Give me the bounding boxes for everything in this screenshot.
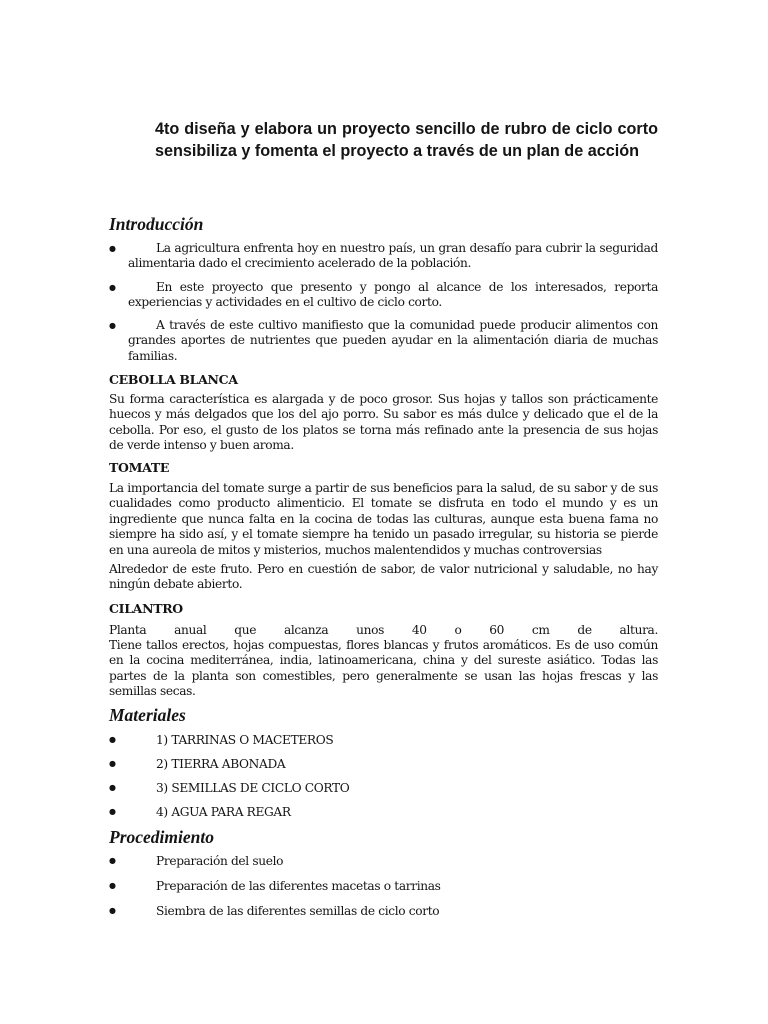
- list-item-procedure-1: [109, 852, 658, 870]
- heading-materiales: Materiales: [109, 705, 186, 725]
- paragraph-tomate-2: Alrededor de este fruto. Pero en cuestión de sabor, de valor nutricional y saludable, no hay ningún debate abierto.: [109, 562, 658, 592]
- bullet-icon: ●: [109, 881, 116, 890]
- paragraph-cebolla: Su forma característica es alargada y de poco grosor. Sus hojas y tallos son prácticamente huecos y más delgados que los del ajo porro. Su sabor es más dulce y delicado que el de la cebolla. Por eso, el gusto de los platos se torna más refinado ante la presencia de sus hojas de verde intenso y buen aroma.: [109, 392, 658, 453]
- material-text: 4) AGUA PARA REGAR: [156, 805, 291, 819]
- heading-procedimiento: Procedimiento: [109, 827, 214, 847]
- bullet-icon: ●: [109, 759, 116, 768]
- procedure-text: Preparación del suelo: [156, 854, 284, 868]
- paragraph-tomate-1: La importancia del tomate surge a partir de sus beneficios para la salud, de su sabor y de sus cualidades como producto alimenticio. El tomate se disfruta en todo el mundo y es un ingrediente que nunca falta en la cocina de todas las culturas, aunque esta buena fama no siempre ha sido así, y el tomate siempre ha tenido un pasado irregular, su historia se pierde en una aureola de mitos y misterios, muchos malentendidos y muchas controversias: [109, 481, 658, 557]
- material-text: 1) TARRINAS O MACETEROS: [156, 733, 334, 747]
- intro-item-text: En este proyecto que presento y pongo al alcance de los interesados, reporta experiencias y actividades en el cultivo de ciclo corto.: [128, 280, 658, 310]
- list-item-material-3: [109, 779, 658, 797]
- heading-tomate: TOMATE: [109, 460, 170, 475]
- list-item-procedure-3: [109, 902, 658, 920]
- intro-item-text: La agricultura enfrenta hoy en nuestro país, un gran desafío para cubrir la seguridad alimentaria dado el crecimiento acelerado de la población.: [128, 241, 658, 271]
- bullet-icon: ●: [109, 283, 116, 292]
- heading-cilantro: CILANTRO: [109, 601, 183, 616]
- paragraph-cilantro-line1: Planta anual que alcanza unos 40 o 60 cm de altura.: [109, 623, 658, 637]
- list-item-material-1: [109, 731, 658, 749]
- list-item-material-2: [109, 755, 658, 773]
- intro-item-text: A través de este cultivo manifiesto que la comunidad puede producir alimentos con grandes aportes de nutrientes que pueden ayudar en la alimentación diaria de muchas familias.: [128, 318, 658, 363]
- bullet-icon: ●: [109, 244, 116, 253]
- document-title: 4to diseña y elabora un proyecto sencillo de rubro de ciclo corto sensibiliza y fomenta el proyecto a través de un plan de acción: [155, 120, 658, 160]
- list-item-material-4: [109, 803, 658, 821]
- material-text: 2) TIERRA ABONADA: [156, 757, 286, 771]
- list-item-procedure-2: [109, 877, 658, 895]
- procedure-text: Preparación de las diferentes macetas o tarrinas: [156, 879, 441, 893]
- bullet-icon: ●: [109, 906, 116, 915]
- heading-introduccion: Introducción: [109, 214, 204, 234]
- bullet-icon: ●: [109, 783, 116, 792]
- bullet-icon: ●: [109, 807, 116, 816]
- paragraph-cilantro: Tiene tallos erectos, hojas compuestas, flores blancas y frutos aromáticos. Es de uso común en la cocina mediterránea, india, latinoamericana, china y del sureste asiático. Todas las partes de la planta son comestibles, pero generalmente se usan las hojas frescas y las semillas secas.: [109, 638, 658, 699]
- procedure-text: Siembra de las diferentes semillas de ciclo corto: [156, 904, 440, 918]
- bullet-icon: ●: [109, 735, 116, 744]
- bullet-icon: ●: [109, 856, 116, 865]
- material-text: 3) SEMILLAS DE CICLO CORTO: [156, 781, 350, 795]
- bullet-icon: ●: [109, 321, 116, 330]
- heading-cebolla-blanca: CEBOLLA BLANCA: [109, 372, 238, 387]
